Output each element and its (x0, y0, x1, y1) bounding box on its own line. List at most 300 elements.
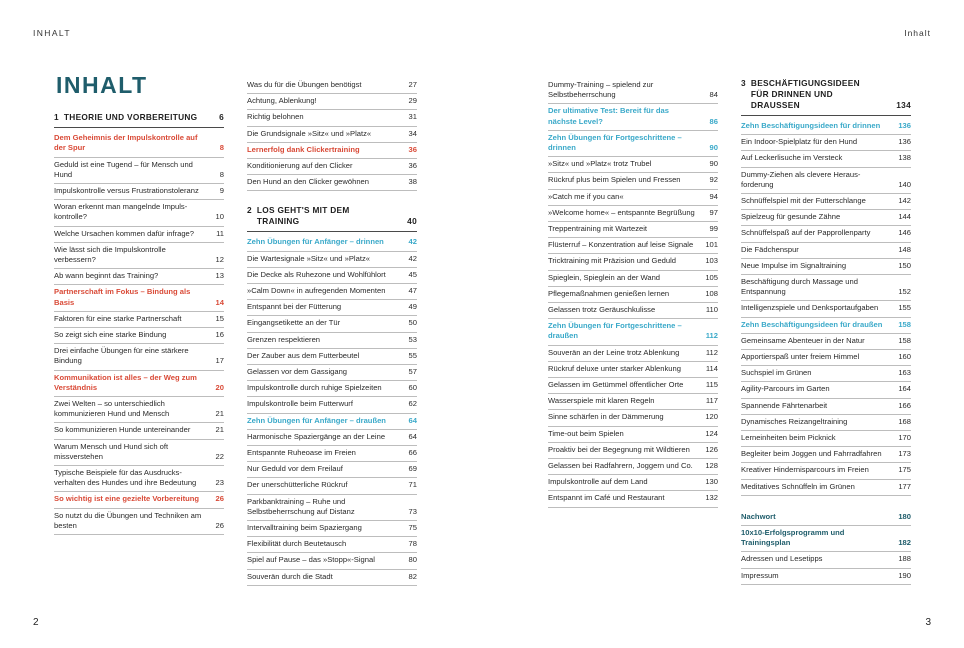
toc-entry[interactable] (247, 446, 417, 462)
toc-entry[interactable] (548, 254, 718, 270)
toc-entry-page: 114 (705, 363, 718, 373)
toc-entry-title: Ein Indoor-Spielplatz für den Hund (741, 137, 858, 147)
toc-entry[interactable] (247, 333, 417, 349)
toc-entry[interactable] (54, 509, 224, 535)
toc-entry-page: 69 (408, 464, 417, 474)
toc-entry-title: Lernerfolg dank Clickertraining (247, 144, 360, 154)
toc-entry-page: 158 (898, 319, 911, 329)
toc-entry-page: 75 (408, 523, 417, 533)
toc-entry-title: Proaktiv bei der Begegnung mit Wildtieren (548, 444, 690, 454)
toc-entry-page: 78 (408, 539, 417, 549)
toc-entry-page: 90 (709, 159, 718, 169)
toc-entry-title: Gelassen bei Radfahrern, Joggern und Co. (548, 461, 693, 471)
toc-entry[interactable] (741, 119, 911, 135)
toc-entry[interactable] (548, 475, 718, 491)
toc-entry[interactable] (741, 480, 911, 496)
toc-entry-title: So nutzt du die Übungen und Techniken am besten (54, 510, 202, 530)
toc-entry[interactable] (548, 362, 718, 378)
toc-entry-title: Spiel auf Pause – das »Stopp«-Signal (247, 555, 375, 565)
toc-entry-page: 130 (705, 477, 718, 487)
toc-entry[interactable] (741, 552, 911, 568)
toc-entry-page: 34 (408, 128, 417, 138)
toc-entry[interactable] (741, 226, 911, 242)
toc-entry-title: Impulskontrolle auf dem Land (548, 477, 648, 487)
toc-entry[interactable] (247, 110, 417, 126)
chapter-title: THEORIE UND VORBEREITUNG (63, 112, 198, 123)
toc-entry[interactable] (247, 397, 417, 413)
toc-entry-page: 105 (705, 272, 718, 282)
toc-entry-page: 101 (705, 240, 718, 250)
toc-entry[interactable] (247, 316, 417, 332)
toc-entry-title: Faktoren für eine starke Partnerschaft (54, 313, 182, 323)
toc-entry[interactable] (247, 349, 417, 365)
toc-entry-page: 126 (705, 444, 718, 454)
toc-entry[interactable] (54, 285, 224, 311)
page-title: INHALT (56, 72, 148, 98)
toc-entry-title: Suchspiel im Grünen (741, 368, 812, 378)
toc-entry[interactable] (741, 526, 911, 552)
toc-entry[interactable] (247, 252, 417, 268)
toc-entry-page: 17 (215, 356, 224, 366)
toc-entry-page: 15 (215, 313, 224, 323)
toc-entry-page: 50 (408, 318, 417, 328)
page-number-left: 2 (33, 617, 39, 628)
toc-entry[interactable] (548, 190, 718, 206)
toc-entry-page: 160 (898, 352, 911, 362)
toc-entry-page: 146 (898, 228, 911, 238)
toc-entry-title: Die Wartesignale »Sitz« und »Platz« (247, 253, 370, 263)
toc-entry[interactable] (741, 431, 911, 447)
toc-entry-title: Dummy-Ziehen als clevere Herausforderung (741, 169, 861, 189)
toc-entry[interactable] (247, 462, 417, 478)
toc-entry-title: Entspannt bei der Fütterung (247, 302, 342, 312)
toc-entry-page: 182 (898, 538, 911, 548)
toc-entry-page: 112 (705, 331, 718, 341)
toc-entry-title: Lerneinheiten beim Picknick (741, 433, 836, 443)
toc-entry-page: 175 (898, 465, 911, 475)
toc-entry[interactable] (247, 159, 417, 175)
toc-entry-page: 21 (215, 425, 224, 435)
toc-entry[interactable] (54, 200, 224, 226)
toc-entry-title: Gelassen trotz Geräuschkulisse (548, 305, 656, 315)
toc-entry-title: Die Grundsignale »Sitz« und »Platz« (247, 128, 372, 138)
toc-entry-title: Intervalltraining beim Spaziergang (247, 523, 362, 533)
toc-entry-page: 8 (219, 143, 224, 153)
toc-entry-title: Dynamisches Reizangeltraining (741, 416, 848, 426)
toc-entry[interactable] (54, 131, 224, 157)
toc-entry-page: 26 (215, 494, 224, 504)
toc-entry-title: Schnüffelspiel mit der Futterschlange (741, 196, 866, 206)
toc-entry-page: 140 (898, 179, 911, 189)
toc-entry-title: Impulskontrolle durch ruhige Spielzeiten (247, 383, 382, 393)
toc-entry[interactable] (548, 238, 718, 254)
toc-entry[interactable] (741, 510, 911, 526)
toc-entry-page: 117 (705, 396, 718, 406)
toc-entry-title: Warum Mensch und Hund sich oft missverstehen (54, 441, 169, 461)
chapter-title: LOS GEHT'S MIT DEM TRAINING (256, 205, 350, 227)
toc-entry[interactable] (741, 569, 911, 585)
toc-entry[interactable] (741, 243, 911, 259)
toc-entry-title: Sinne schärfen in der Dämmerung (548, 412, 664, 422)
toc-entry[interactable] (741, 318, 911, 334)
toc-entry-page: 148 (898, 244, 911, 254)
toc-entry-page: 97 (709, 207, 718, 217)
toc-entry-page: 14 (215, 297, 224, 307)
toc-entry-page: 64 (408, 431, 417, 441)
chapter-page: 6 (219, 112, 224, 123)
toc-entry[interactable] (548, 410, 718, 426)
toc-entry-title: Entspannte Ruheoase im Freien (247, 448, 356, 458)
toc-entry-title: So zeigt sich eine starke Bindung (54, 330, 167, 340)
toc-entry-title: Zwei Welten – so unterschiedlich kommunizieren Hund und Mensch (54, 399, 170, 419)
page-number-right: 3 (925, 617, 931, 628)
toc-entry-title: Impressum (741, 570, 779, 580)
toc-entry[interactable] (741, 334, 911, 350)
toc-entry[interactable] (54, 227, 224, 243)
toc-entry-title: Flexibilität durch Beutetausch (247, 539, 347, 549)
toc-entry-title: Zehn Beschäftigungsideen für draußen (741, 319, 883, 329)
toc-entry-title: Kreativer Hindernisparcours im Freien (741, 465, 869, 475)
toc-entry-title: Begleiter beim Joggen und Fahrradfahren (741, 449, 882, 459)
toc-entry[interactable] (741, 447, 911, 463)
toc-entry[interactable] (54, 344, 224, 370)
toc-entry[interactable] (54, 371, 224, 397)
toc-entry-page: 142 (898, 196, 911, 206)
toc-entry[interactable] (741, 151, 911, 167)
toc-entry[interactable] (54, 184, 224, 200)
toc-entry[interactable] (54, 243, 224, 269)
toc-entry-title: Spannende Fährtenarbeit (741, 400, 828, 410)
toc-entry-page: 45 (408, 269, 417, 279)
toc-entry-title: Flüsterruf – Konzentration auf leise Signale (548, 240, 694, 250)
toc-entry-title: Time-out beim Spielen (548, 428, 624, 438)
toc-entry-page: 64 (408, 415, 417, 425)
toc-entry-page: 144 (898, 212, 911, 222)
toc-entry[interactable] (548, 459, 718, 475)
toc-entry-title: Ab wann beginnt das Training? (54, 271, 159, 281)
toc-entry[interactable] (548, 394, 718, 410)
toc-entry-page: 80 (408, 555, 417, 565)
toc-entry-title: Adressen und Lesetipps (741, 554, 823, 564)
toc-entry-page: 173 (898, 449, 911, 459)
toc-entry-page: 112 (705, 347, 718, 357)
toc-entry-title: Zehn Übungen für Fortgeschrittene – draußen (548, 321, 682, 341)
entry-list (741, 119, 911, 496)
toc-entry-page: 94 (709, 191, 718, 201)
toc-entry[interactable] (548, 319, 718, 345)
toc-entry-page: 23 (215, 478, 224, 488)
toc-entry-page: 177 (898, 481, 911, 491)
toc-entry-title: »Welcome home« – entspannte Begrüßung (548, 207, 695, 217)
toc-entry-title: Gelassen vor dem Gassigang (247, 367, 348, 377)
toc-entry[interactable] (247, 521, 417, 537)
toc-entry-title: Pflegemaßnahmen genießen lernen (548, 288, 670, 298)
toc-entry[interactable] (247, 537, 417, 553)
toc-entry[interactable] (741, 135, 911, 151)
toc-entry[interactable] (247, 478, 417, 494)
toc-entry-page: 190 (898, 570, 911, 580)
toc-entry[interactable] (548, 427, 718, 443)
toc-entry-page: 150 (898, 260, 911, 270)
toc-entry-title: Der unerschütterliche Rückruf (247, 480, 348, 490)
toc-entry-title: Wasserspiele mit klaren Regeln (548, 396, 655, 406)
toc-entry[interactable] (741, 301, 911, 317)
toc-entry-title: Treppentraining mit Wartezeit (548, 224, 648, 234)
toc-column-2 (247, 78, 417, 586)
toc-entry-page: 128 (705, 461, 718, 471)
toc-entry-title: Agility-Parcours im Garten (741, 384, 830, 394)
toc-entry[interactable] (54, 423, 224, 439)
toc-entry[interactable] (741, 415, 911, 431)
toc-entry-title: Impulskontrolle versus Frustrationstoleranz (54, 186, 199, 196)
toc-entry[interactable] (247, 143, 417, 159)
toc-entry-page: 22 (215, 451, 224, 461)
toc-entry-page: 124 (705, 428, 718, 438)
toc-column-1 (54, 72, 224, 535)
toc-entry[interactable] (54, 328, 224, 344)
toc-entry-page: 53 (408, 334, 417, 344)
toc-column-3 (548, 78, 718, 508)
toc-entry-title: Woran erkennt man mangelnde Impulskontrolle? (54, 202, 188, 222)
toc-entry-title: Richtig belohnen (247, 112, 304, 122)
toc-entry-title: Wie lässt sich die Impulskontrolle verbessern? (54, 244, 166, 265)
toc-entry-page: 49 (408, 302, 417, 312)
toc-entry[interactable] (54, 397, 224, 423)
toc-entry-page: 29 (408, 96, 417, 106)
toc-entry[interactable] (548, 157, 718, 173)
toc-entry-page: 16 (215, 330, 224, 340)
toc-entry-page: 92 (709, 175, 718, 185)
toc-entry-title: Entspannt im Café und Restaurant (548, 493, 665, 503)
toc-entry[interactable] (548, 222, 718, 238)
toc-entry-title: Zehn Übungen für Anfänger – draußen (247, 415, 386, 425)
toc-entry-page: 132 (705, 493, 718, 503)
toc-entry[interactable] (247, 127, 417, 143)
toc-entry[interactable] (548, 491, 718, 507)
toc-entry-page: 136 (898, 137, 911, 147)
toc-entry[interactable] (54, 492, 224, 508)
toc-entry-page: 66 (408, 448, 417, 458)
toc-entry-page: 168 (898, 416, 911, 426)
toc-entry[interactable] (548, 443, 718, 459)
toc-entry-title: Gelassen im Getümmel öffentlicher Orte (548, 380, 684, 390)
toc-entry[interactable] (741, 259, 911, 275)
toc-entry[interactable] (54, 440, 224, 466)
toc-entry-page: 71 (408, 480, 417, 490)
toc-entry-title: Schnüffelspaß auf der Papprollenparty (741, 228, 871, 238)
toc-entry-title: Nur Geduld vor dem Freilauf (247, 464, 343, 474)
toc-entry-title: Nachwort (741, 511, 776, 521)
toc-entry-page: 108 (705, 288, 718, 298)
toc-entry-title: Konditionierung auf den Clicker (247, 161, 353, 171)
toc-entry[interactable] (741, 382, 911, 398)
toc-entry-page: 10 (215, 212, 224, 222)
chapter-page: 134 (896, 100, 911, 110)
toc-entry[interactable] (247, 414, 417, 430)
toc-entry[interactable] (741, 366, 911, 382)
toc-entry-page: 86 (709, 116, 718, 126)
chapter-number: 3 (741, 78, 746, 88)
toc-entry-title: So wichtig ist eine gezielte Vorbereitung (54, 494, 200, 504)
toc-entry[interactable] (247, 381, 417, 397)
toc-entry-page: 155 (898, 303, 911, 313)
toc-entry[interactable] (741, 275, 911, 301)
toc-entry-title: Spielzeug für gesunde Zähne (741, 212, 841, 222)
toc-entry-title: Partnerschaft im Fokus – Bindung als Basis (54, 287, 191, 307)
toc-entry-title: Zehn Übungen für Anfänger – drinnen (247, 237, 384, 247)
toc-entry-page: 90 (709, 143, 718, 153)
toc-entry[interactable] (548, 173, 718, 189)
toc-entry[interactable] (548, 271, 718, 287)
toc-entry[interactable] (741, 194, 911, 210)
chapter-heading[interactable] (247, 205, 417, 232)
toc-entry-title: Zehn Übungen für Fortgeschrittene – drinnen (548, 132, 682, 153)
running-head-right: Inhalt (904, 28, 931, 38)
toc-entry-page: 31 (408, 112, 417, 122)
toc-entry-page: 57 (408, 367, 417, 377)
toc-entry-title: Beschäftigung durch Massage und Entspannung (741, 277, 858, 297)
toc-entry-page: 36 (408, 144, 417, 154)
entry-list (548, 78, 718, 508)
toc-entry-title: Souverän durch die Stadt (247, 571, 333, 581)
toc-entry[interactable] (548, 303, 718, 319)
toc-entry-page: 82 (408, 571, 417, 581)
entry-list (247, 235, 417, 585)
toc-entry-page: 136 (898, 121, 911, 130)
toc-entry[interactable] (247, 553, 417, 569)
toc-entry[interactable] (548, 287, 718, 303)
toc-entry-title: Rückruf plus beim Spielen und Fressen (548, 175, 681, 185)
toc-entry-page: 55 (408, 350, 417, 360)
toc-entry-title: Impulskontrolle beim Futterwurf (247, 399, 353, 409)
toc-entry-page: 27 (408, 80, 417, 89)
toc-entry-page: 110 (705, 305, 718, 315)
toc-entry-page: 26 (215, 520, 224, 530)
toc-entry-title: Achtung, Ablenkung! (247, 96, 317, 106)
toc-entry[interactable] (741, 168, 911, 194)
toc-entry[interactable] (247, 570, 417, 586)
chapter-heading[interactable] (54, 112, 224, 128)
chapter-page: 40 (407, 216, 417, 227)
toc-entry-page: 36 (408, 161, 417, 171)
toc-entry[interactable] (54, 312, 224, 328)
toc-entry-page: 166 (898, 400, 911, 410)
entry-list (741, 510, 911, 585)
toc-entry[interactable] (548, 104, 718, 130)
toc-entry-page: 99 (709, 224, 718, 234)
toc-entry-page: 163 (898, 368, 911, 378)
toc-entry-title: Den Hund an den Clicker gewöhnen (247, 177, 370, 187)
toc-entry-title: »Catch me if you can« (548, 191, 624, 201)
toc-entry-page: 20 (215, 382, 224, 392)
toc-entry-title: Der Zauber aus dem Futterbeutel (247, 350, 360, 360)
toc-entry-page: 120 (705, 412, 718, 422)
entry-list (54, 131, 224, 535)
toc-entry-title: Dummy-Training – spielend zur Selbstbeherrschung (548, 80, 654, 100)
toc-entry[interactable] (247, 235, 417, 251)
toc-entry[interactable] (247, 495, 417, 521)
toc-entry[interactable] (741, 463, 911, 479)
toc-column-4 (741, 78, 911, 585)
toc-entry[interactable] (54, 158, 224, 184)
toc-entry-page: 11 (216, 228, 224, 238)
toc-entry-page: 38 (408, 177, 417, 187)
toc-entry-page: 164 (898, 384, 911, 394)
toc-entry[interactable] (548, 346, 718, 362)
toc-entry[interactable] (741, 210, 911, 226)
toc-entry-page: 138 (898, 153, 911, 163)
toc-entry[interactable] (247, 284, 417, 300)
chapter-title: BESCHÄFTIGUNGSIDEEN FÜR DRINNEN UND DRAUSSEN (750, 78, 860, 110)
entry-list (247, 78, 417, 191)
toc-entry-title: Was du für die Übungen benötigst (247, 80, 362, 89)
toc-entry[interactable] (247, 430, 417, 446)
toc-entry-title: »Calm Down« in aufregenden Momenten (247, 286, 386, 296)
toc-entry[interactable] (247, 365, 417, 381)
toc-entry[interactable] (548, 78, 718, 104)
toc-entry-page: 180 (898, 511, 911, 521)
toc-entry-page: 84 (709, 90, 718, 100)
toc-entry-title: 10x10-Erfolgsprogramm und Trainingsplan (741, 528, 845, 548)
toc-entry[interactable] (741, 350, 911, 366)
toc-entry-title: Meditatives Schnüffeln im Grünen (741, 481, 855, 491)
toc-entry[interactable] (247, 300, 417, 316)
toc-entry[interactable] (548, 206, 718, 222)
toc-entry-title: Tricktraining mit Präzision und Geduld (548, 256, 677, 266)
toc-entry-page: 9 (219, 186, 224, 196)
toc-entry-title: Harmonische Spaziergänge an der Leine (247, 431, 386, 441)
toc-entry-page: 8 (219, 169, 224, 179)
toc-entry-title: Rückruf deluxe unter starker Ablenkung (548, 363, 681, 373)
toc-entry-title: Welche Ursachen kommen dafür infrage? (54, 228, 194, 238)
toc-entry-title: Souverän an der Leine trotz Ablenkung (548, 347, 680, 357)
toc-entry[interactable] (247, 94, 417, 110)
toc-entry-title: Neue Impulse im Signaltraining (741, 260, 847, 270)
toc-entry-title: Intelligenzspiele und Denksportaufgaben (741, 303, 879, 313)
toc-entry-page: 73 (408, 506, 417, 516)
toc-entry[interactable] (548, 131, 718, 157)
toc-entry-title: Geduld ist eine Tugend – für Mensch und Hund (54, 159, 193, 179)
toc-entry[interactable] (247, 268, 417, 284)
toc-entry[interactable] (548, 378, 718, 394)
toc-entry[interactable] (54, 269, 224, 285)
toc-entry-page: 42 (408, 237, 417, 247)
toc-entry[interactable] (741, 399, 911, 415)
chapter-heading[interactable] (741, 78, 911, 116)
toc-entry-page: 152 (898, 287, 911, 297)
toc-entry-page: 158 (898, 335, 911, 345)
toc-entry-title: Parkbanktraining – Ruhe und Selbstbeherrschung auf Distanz (247, 496, 355, 516)
toc-entry[interactable] (247, 175, 417, 191)
toc-entry[interactable] (54, 466, 224, 492)
running-head-left: INHALT (33, 28, 71, 38)
toc-entry-title: Die Fädchenspur (741, 244, 799, 254)
toc-entry-title: Gemeinsame Abenteuer in der Natur (741, 335, 865, 345)
toc-entry-page: 188 (898, 554, 911, 564)
toc-entry-title: Grenzen respektieren (247, 334, 321, 344)
toc-entry-page: 21 (215, 409, 224, 419)
toc-entry-title: Apportierspaß unter freiem Himmel (741, 352, 860, 362)
toc-entry-title: Der ultimative Test: Bereit für das nächste Level? (548, 106, 669, 126)
toc-entry-title: Eingangsetikette an der Tür (247, 318, 341, 328)
toc-entry-page: 62 (408, 399, 417, 409)
toc-entry-page: 13 (215, 271, 224, 281)
toc-entry-title: »Sitz« und »Platz« trotz Trubel (548, 159, 652, 169)
chapter-number: 2 (247, 205, 252, 216)
toc-entry[interactable] (247, 78, 417, 94)
toc-entry-page: 103 (705, 256, 718, 266)
toc-entry-page: 115 (705, 380, 718, 390)
